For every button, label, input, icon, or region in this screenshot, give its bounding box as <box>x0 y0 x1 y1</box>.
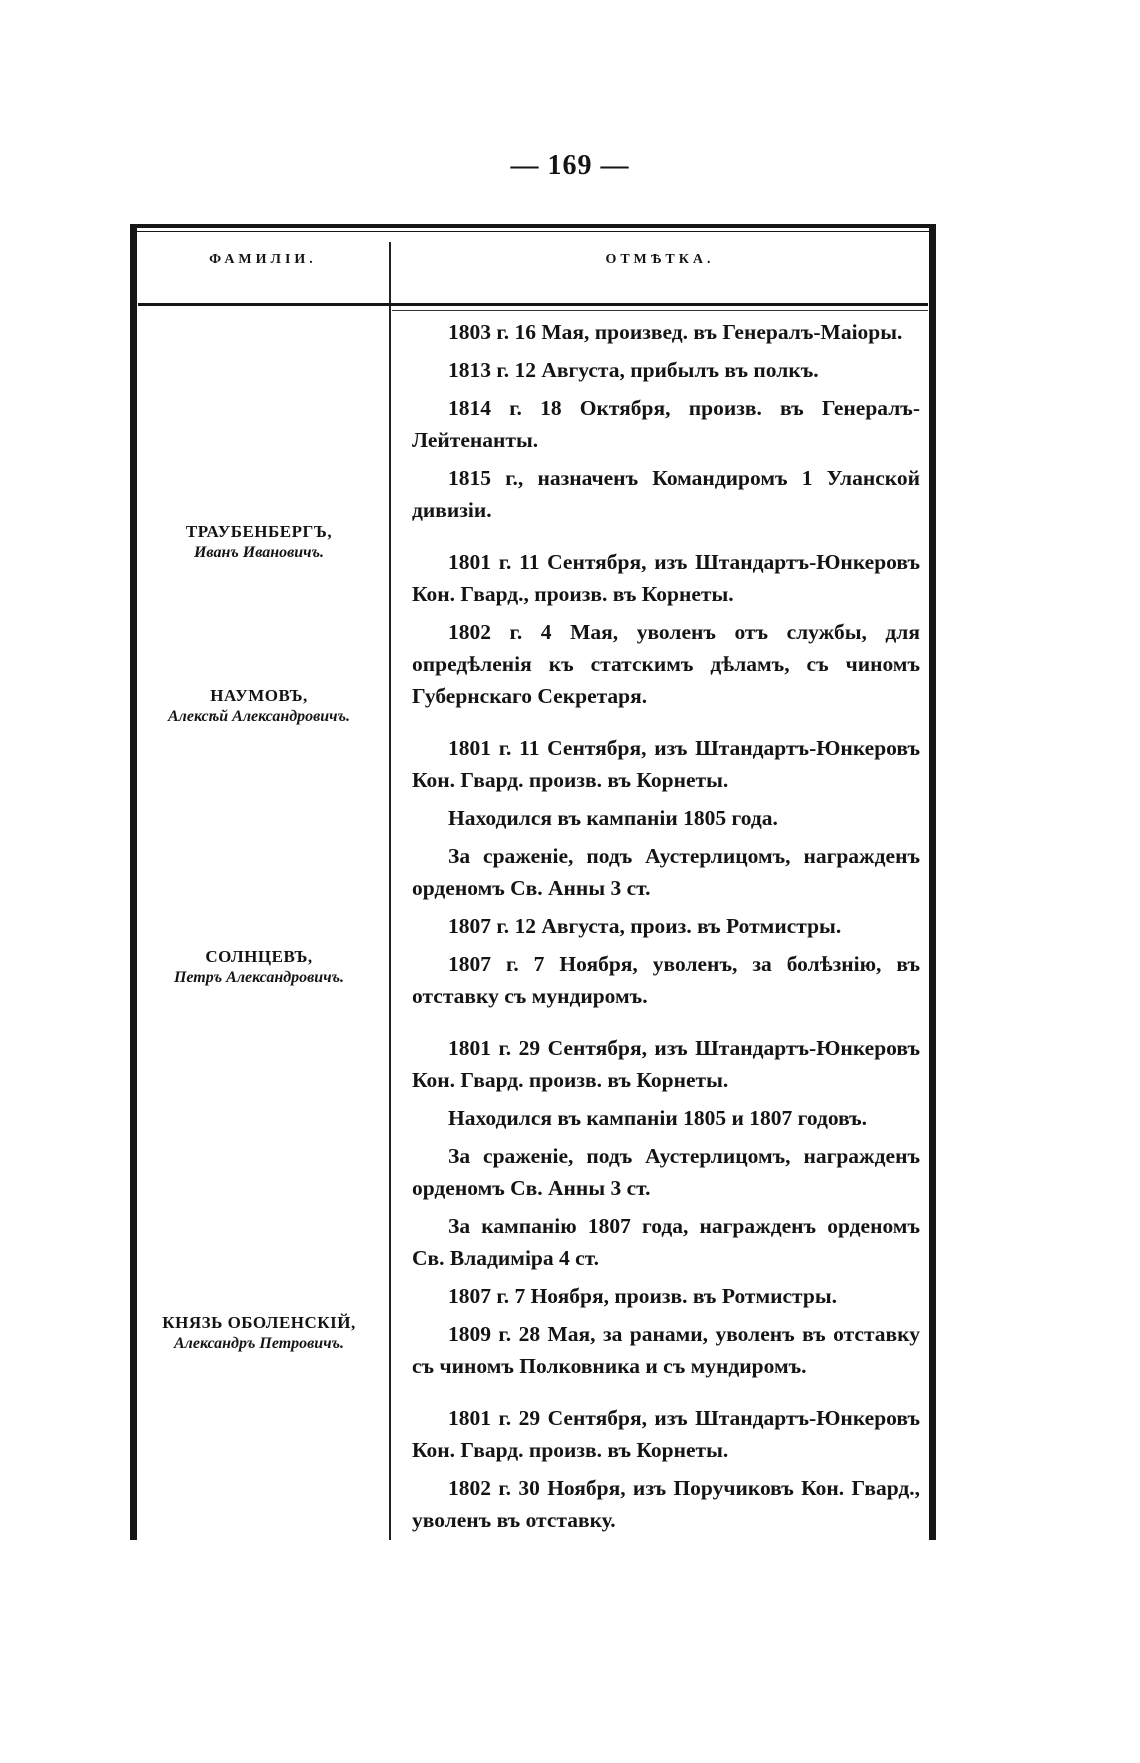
column-header-surnames: ФАМИЛІИ. <box>209 252 317 267</box>
note-entry: 1801 г. 11 Сентября, изъ Штандартъ-Юнкеровъ Кон. Гвард. произв. въ Корнеты. <box>412 736 920 792</box>
notes-column <box>412 316 920 1542</box>
person-given-name: Петръ Александровичъ. <box>173 969 345 986</box>
column-divider <box>389 242 391 1540</box>
note-entry: Находился въ кампаніи 1805 года. <box>448 806 778 830</box>
note-entry: 1801 г. 29 Сентября, изъ Штандартъ-Юнкеровъ Кон. Гвард. произв. въ Корнеты. <box>412 1036 920 1092</box>
person-entry <box>130 522 388 562</box>
header-rule-thin <box>392 310 928 311</box>
person-given-name: Алексѣй Александровичъ. <box>167 708 351 725</box>
note-entry: 1814 г. 18 Октября, произв. въ Генералъ-Лейтенанты. <box>412 396 920 452</box>
note-entry: 1807 г. 7 Ноября, произв. въ Ротмистры. <box>448 1284 837 1308</box>
note-entry: 1803 г. 16 Мая, произвед. въ Генералъ-Маіоры. <box>448 320 903 344</box>
note-entry: 1809 г. 28 Мая, за ранами, уволенъ въ отставку съ чиномъ Полковника и съ мундиромъ. <box>412 1322 920 1378</box>
note-entry: 1807 г. 12 Августа, произ. въ Ротмистры. <box>448 914 842 938</box>
table-right-rule <box>929 228 936 1540</box>
note-entry: 1815 г., назначенъ Командиромъ 1 Уланской дивизіи. <box>412 466 920 522</box>
person-surname: ТРАУБЕНБЕРГЪ, <box>185 522 333 541</box>
person-surname: КНЯЗЬ ОБОЛЕНСКІЙ, <box>162 1313 356 1332</box>
note-entry: 1813 г. 12 Августа, прибылъ въ полкъ. <box>448 358 819 382</box>
person-entry <box>130 1313 388 1353</box>
note-entry: За сраженіе, подъ Аустерлицомъ, награжденъ орденомъ Св. Анны 3 ст. <box>412 844 920 900</box>
note-entry: Находился въ кампаніи 1805 и 1807 годовъ. <box>448 1106 868 1130</box>
note-entry: 1802 г. 30 Ноября, изъ Поручиковъ Кон. Гвард., уволенъ въ отставку. <box>412 1476 920 1532</box>
note-entry: 1807 г. 7 Ноября, уволенъ, за болѣзнію, въ отставку съ мундиромъ. <box>412 952 920 1008</box>
person-entry <box>130 947 388 987</box>
person-surname: СОЛНЦЕВЪ, <box>205 947 313 966</box>
person-given-name: Иванъ Ивановичъ. <box>193 544 325 561</box>
person-entry <box>130 686 388 726</box>
person-given-name: Александръ Петровичъ. <box>173 1335 345 1352</box>
note-entry: За кампанію 1807 года, награжденъ орденомъ Св. Владиміра 4 ст. <box>412 1214 920 1270</box>
note-entry: За сраженіе, подъ Аустерлицомъ, награжденъ орденомъ Св. Анны 3 ст. <box>412 1144 920 1200</box>
note-entry: 1802 г. 4 Мая, уволенъ отъ службы, для опредѣленія къ статскимъ дѣламъ, съ чиномъ Губернскаго Секретаря. <box>412 620 920 708</box>
column-header-notes: ОТМѢТКА. <box>605 252 715 267</box>
page-number: — 169 — <box>510 150 630 181</box>
note-entry: 1801 г. 11 Сентября, изъ Штандартъ-Юнкеровъ Кон. Гвард., произв. въ Корнеты. <box>412 550 920 606</box>
person-surname: НАУМОВЪ, <box>210 686 308 705</box>
table-frame <box>130 224 936 1540</box>
note-entry: 1801 г. 29 Сентября, изъ Штандартъ-Юнкеровъ Кон. Гвард. произв. въ Корнеты. <box>412 1406 920 1462</box>
header-rule <box>138 303 928 306</box>
